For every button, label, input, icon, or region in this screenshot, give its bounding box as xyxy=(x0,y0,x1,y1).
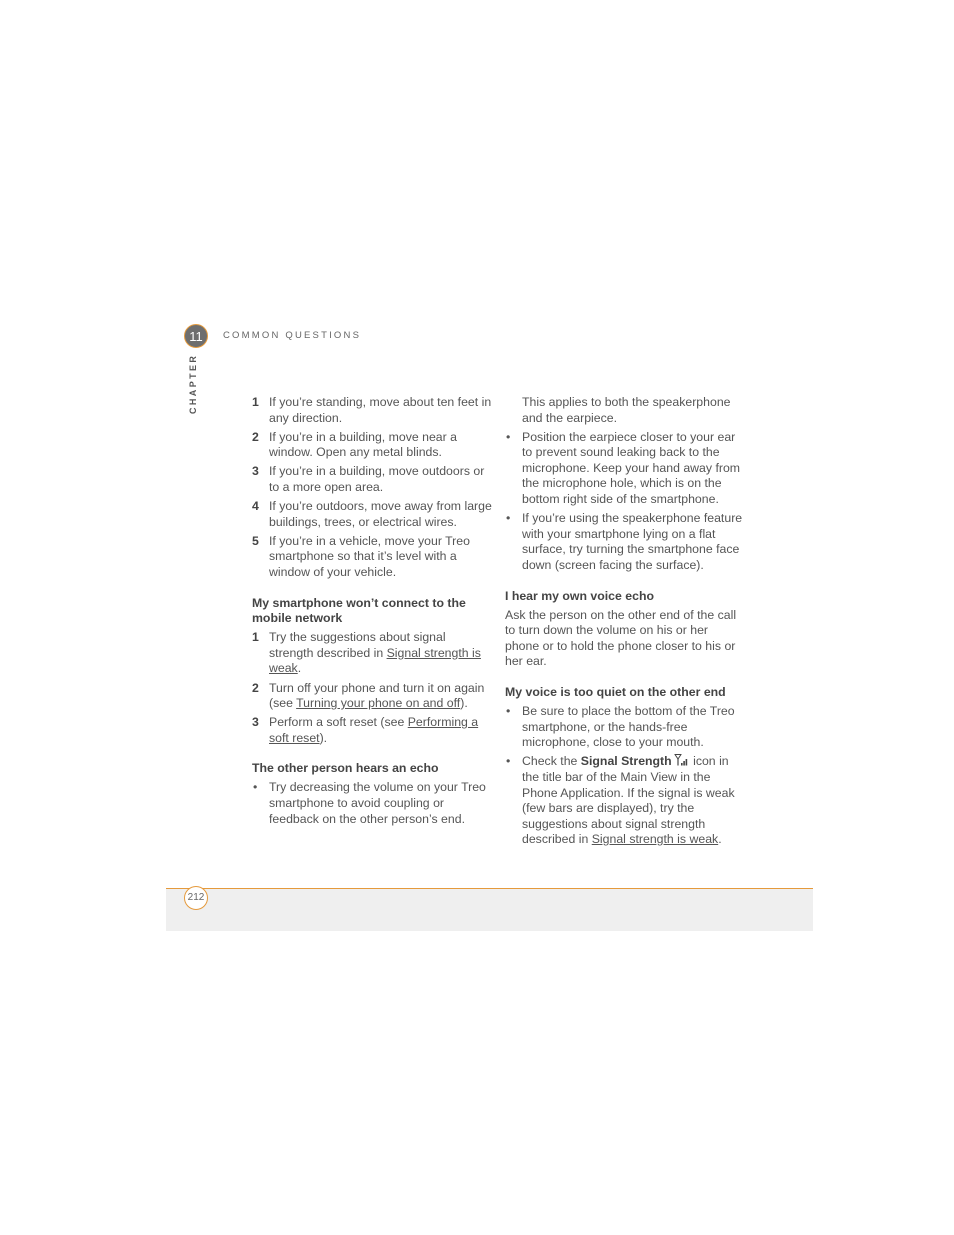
bullet-icon: • xyxy=(506,754,511,769)
right-column xyxy=(505,395,745,851)
signal-step xyxy=(252,430,492,461)
signal-step xyxy=(252,464,492,495)
signal-strength-label: Signal Strength xyxy=(580,754,672,769)
quiet-bullet xyxy=(505,704,745,751)
chapter-label: CHAPTER xyxy=(188,353,198,414)
step-text: If you’re in a building, move near a window. Open any metal blinds. xyxy=(269,429,457,460)
network-step xyxy=(252,715,492,746)
turning-phone-on-off-link[interactable]: Turning your phone on and off xyxy=(296,696,461,711)
bullet-icon: • xyxy=(253,780,258,795)
network-step xyxy=(252,630,492,677)
signal-step xyxy=(252,499,492,530)
step-number: 1 xyxy=(252,395,259,409)
network-heading: My smartphone won’t connect to the mobile network xyxy=(252,595,466,626)
step-text-end: . xyxy=(297,661,302,676)
signal-strength-link[interactable]: Signal strength is weak xyxy=(269,645,481,676)
bullet-text: Check the xyxy=(522,754,581,769)
chapter-number-badge: 11 xyxy=(184,324,208,348)
own-echo-paragraph: Ask the person on the other end of the call to turn down the volume on his or her phone or to hold the phone closer to his or her ear. xyxy=(505,607,737,669)
signal-step xyxy=(252,534,492,581)
quiet-bullet xyxy=(505,754,745,848)
bullet-icon: • xyxy=(506,704,511,719)
step-text-end: ). xyxy=(460,696,468,711)
network-step xyxy=(252,681,492,712)
bullet-text: Position the earpiece closer to your ear to prevent sound leaking back to the microphone. Keep your hand away from the microphone hole, which is on the bottom right side of the smartphone. xyxy=(522,429,741,507)
left-column xyxy=(252,395,492,831)
page-number-badge: 212 xyxy=(184,886,208,910)
bullet-icon: • xyxy=(506,429,511,444)
signal-step xyxy=(252,395,492,426)
bullet-text-end: . xyxy=(718,832,722,847)
step-number: 3 xyxy=(252,464,259,479)
step-number: 1 xyxy=(252,630,259,645)
step-text: If you’re in a vehicle, move your Treo smartphone so that it’s level with a window of your vehicle. xyxy=(269,533,470,579)
own-echo-heading: I hear my own voice echo xyxy=(505,588,654,603)
step-text: If you’re in a building, move outdoors or to a more open area. xyxy=(269,464,485,494)
step-text: If you’re standing, move about ten feet in any direction. xyxy=(269,395,492,425)
step-text: Try the suggestions about signal strength described in xyxy=(269,630,446,660)
footer-bar xyxy=(166,888,813,931)
soft-reset-link[interactable]: Performing a soft reset xyxy=(269,715,479,745)
step-number: 2 xyxy=(252,680,259,695)
step-text: If you’re outdoors, move away from large buildings, trees, or electrical wires. xyxy=(269,499,492,529)
echo-heading: The other person hears an echo xyxy=(252,761,439,776)
step-number: 3 xyxy=(252,715,259,730)
echo-bullet xyxy=(505,430,745,508)
step-number: 4 xyxy=(252,499,259,514)
bullet-text: Be sure to place the bottom of the Treo smartphone, or the hands-free microphone, close to your mouth. xyxy=(522,704,735,750)
step-text: Perform a soft reset (see xyxy=(269,715,408,730)
signal-strength-icon xyxy=(674,754,688,766)
echo-bullet xyxy=(505,511,745,573)
bullet-text-middle: icon in the title bar of the Main View in the Phone Application. If the signal is weak (few bars are displayed), try the suggestions about signal strength described in xyxy=(522,754,735,847)
step-number: 2 xyxy=(252,429,259,444)
bullet-text: Try decreasing the volume on your Treo smartphone to avoid coupling or feedback on the other person’s end. xyxy=(269,780,486,826)
step-number: 5 xyxy=(252,533,259,548)
signal-strength-link[interactable]: Signal strength is weak xyxy=(591,832,719,847)
echo-bullet xyxy=(252,780,492,827)
echo-continuation: This applies to both the speakerphone and the earpiece. xyxy=(522,395,731,425)
quiet-heading: My voice is too quiet on the other end xyxy=(505,685,726,699)
section-title: COMMON QUESTIONS xyxy=(223,330,362,341)
step-text: Turn off your phone and turn it on again (see xyxy=(269,680,485,711)
step-text-end: ). xyxy=(319,730,328,745)
bullet-icon: • xyxy=(506,511,511,526)
bullet-text: If you’re using the speakerphone feature with your smartphone lying on a flat surface, try turning the smartphone face down (screen facing the surface). xyxy=(522,511,743,572)
